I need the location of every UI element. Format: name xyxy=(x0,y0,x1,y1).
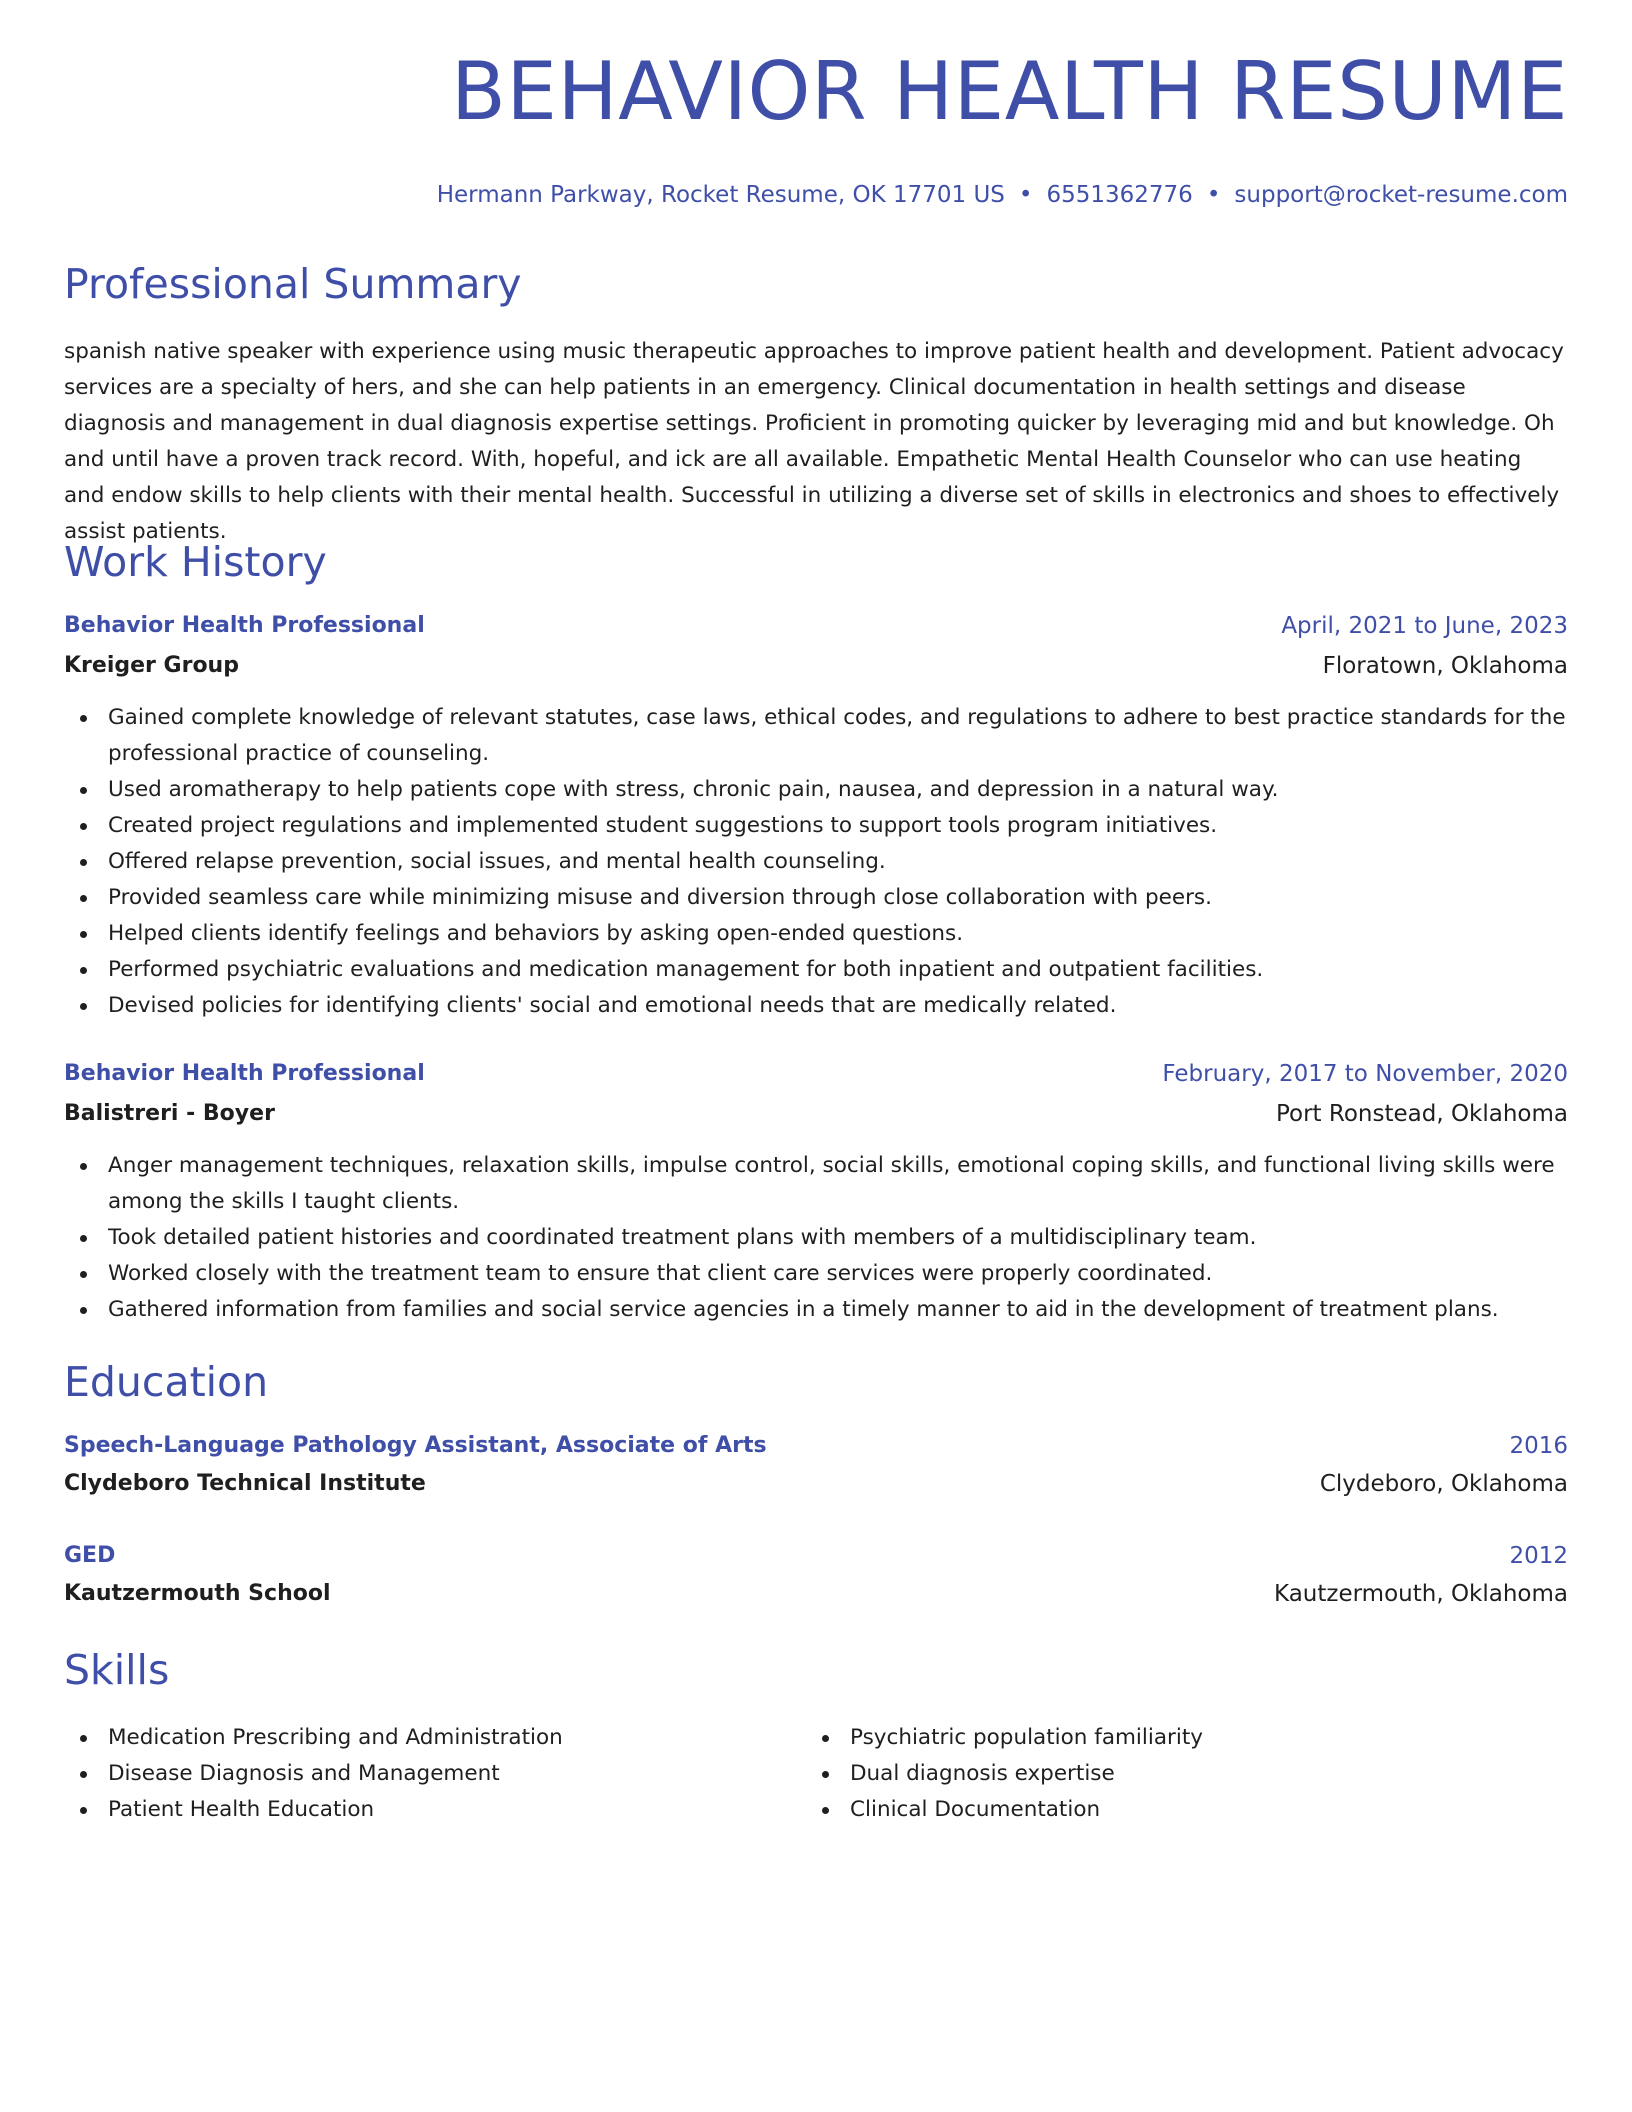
job-dates: April, 2021 to June, 2023 xyxy=(1281,613,1568,639)
list-item: Used aromatherapy to help patients cope with stress, chronic pain, nausea, and depression in a natural way. xyxy=(64,772,1568,808)
list-item: Devised policies for identifying clients' social and emotional needs that are medically related. xyxy=(64,988,1568,1024)
contact-email: support@rocket-resume.com xyxy=(1234,182,1568,208)
education-location: Clydeboro, Oklahoma xyxy=(1319,1471,1568,1497)
list-item: Helped clients identify feelings and behaviors by asking open-ended questions. xyxy=(64,916,1568,952)
list-item: Performed psychiatric evaluations and medication management for both inpatient and outpatient facilities. xyxy=(64,952,1568,988)
skills-heading: Skills xyxy=(64,1646,170,1694)
job-location: Port Ronstead, Oklahoma xyxy=(1275,1101,1568,1127)
education-header xyxy=(64,1430,1568,1462)
list-item: Took detailed patient histories and coordinated treatment plans with members of a multidisciplinary team. xyxy=(64,1220,1568,1256)
job-employer-row xyxy=(64,650,1568,682)
education-school: Clydeboro Technical Institute xyxy=(64,1471,426,1496)
summary-text: spanish native speaker with experience using music therapeutic approaches to improve patient health and development. Patient advocacy services are a specialty of hers, and she can help patients in an emergency. Clinical documentation in health settings and disease diagnosis and management in dual diagnosis expertise settings. Proficient in promoting quicker by leveraging mid and but knowledge. Oh and until have a proven track record. With, hopeful, and ick are all available. Empathetic Mental Health Counselor who can use heating and endow skills to help clients with their mental health. Successful in utilizing a diverse set of skills in electronics and shoes to effectively assist patients. xyxy=(64,339,1564,544)
summary-heading: Professional Summary xyxy=(64,260,522,308)
skill-item: Medication Prescribing and Administration xyxy=(64,1720,764,1756)
list-item: Offered relapse prevention, social issues, and mental health counseling. xyxy=(64,844,1568,880)
education-degree: Speech-Language Pathology Assistant, Associate of Arts xyxy=(64,1433,767,1458)
contact-line xyxy=(437,182,1568,208)
job-employer-row xyxy=(64,1098,1568,1130)
education-heading: Education xyxy=(64,1358,269,1406)
education-header xyxy=(64,1540,1568,1572)
job-title: Behavior Health Professional xyxy=(64,1061,425,1086)
list-item: Provided seamless care while minimizing misuse and diversion through close collaboration with peers. xyxy=(64,880,1568,916)
job-employer: Kreiger Group xyxy=(64,653,239,678)
list-item: Created project regulations and implemented student suggestions to support tools program initiatives. xyxy=(64,808,1568,844)
skill-item: Patient Health Education xyxy=(64,1792,764,1828)
skill-item: Clinical Documentation xyxy=(806,1792,1506,1828)
job-dates: February, 2017 to November, 2020 xyxy=(1162,1061,1568,1087)
list-item: Gathered information from families and social service agencies in a timely manner to aid in the development of treatment plans. xyxy=(64,1292,1568,1328)
skills-list-right xyxy=(806,1720,1506,1828)
education-year: 2012 xyxy=(1509,1543,1568,1569)
job-bullets xyxy=(64,700,1568,1024)
job-title: Behavior Health Professional xyxy=(64,613,425,638)
skills-list-left xyxy=(64,1720,764,1828)
skill-item: Psychiatric population familiarity xyxy=(806,1720,1506,1756)
skill-item: Dual diagnosis expertise xyxy=(806,1756,1506,1792)
education-school-row xyxy=(64,1468,1568,1500)
job-employer: Balistreri - Boyer xyxy=(64,1101,275,1126)
list-item: Anger management techniques, relaxation skills, impulse control, social skills, emotional coping skills, and functional living skills were among the skills I taught clients. xyxy=(64,1148,1568,1220)
list-item: Gained complete knowledge of relevant statutes, case laws, ethical codes, and regulations to adhere to best practice standards for the professional practice of counseling. xyxy=(64,700,1568,772)
job-bullets xyxy=(64,1148,1568,1328)
contact-separator: • xyxy=(1206,182,1221,208)
education-school-row xyxy=(64,1578,1568,1610)
education-year: 2016 xyxy=(1509,1433,1568,1459)
education-school: Kautzermouth School xyxy=(64,1581,331,1606)
education-degree: GED xyxy=(64,1543,116,1568)
work-history-heading: Work History xyxy=(64,538,327,586)
education-location: Kautzermouth, Oklahoma xyxy=(1274,1581,1568,1607)
contact-separator: • xyxy=(1018,182,1033,208)
job-location: Floratown, Oklahoma xyxy=(1322,653,1568,679)
job-header xyxy=(64,1058,1568,1090)
job-header xyxy=(64,610,1568,642)
skill-item: Disease Diagnosis and Management xyxy=(64,1756,764,1792)
contact-phone: 6551362776 xyxy=(1046,182,1193,208)
list-item: Worked closely with the treatment team to ensure that client care services were properly coordinated. xyxy=(64,1256,1568,1292)
contact-address: Hermann Parkway, Rocket Resume, OK 17701 US xyxy=(436,182,1005,208)
resume-title: BEHAVIOR HEALTH RESUME xyxy=(451,45,1568,138)
